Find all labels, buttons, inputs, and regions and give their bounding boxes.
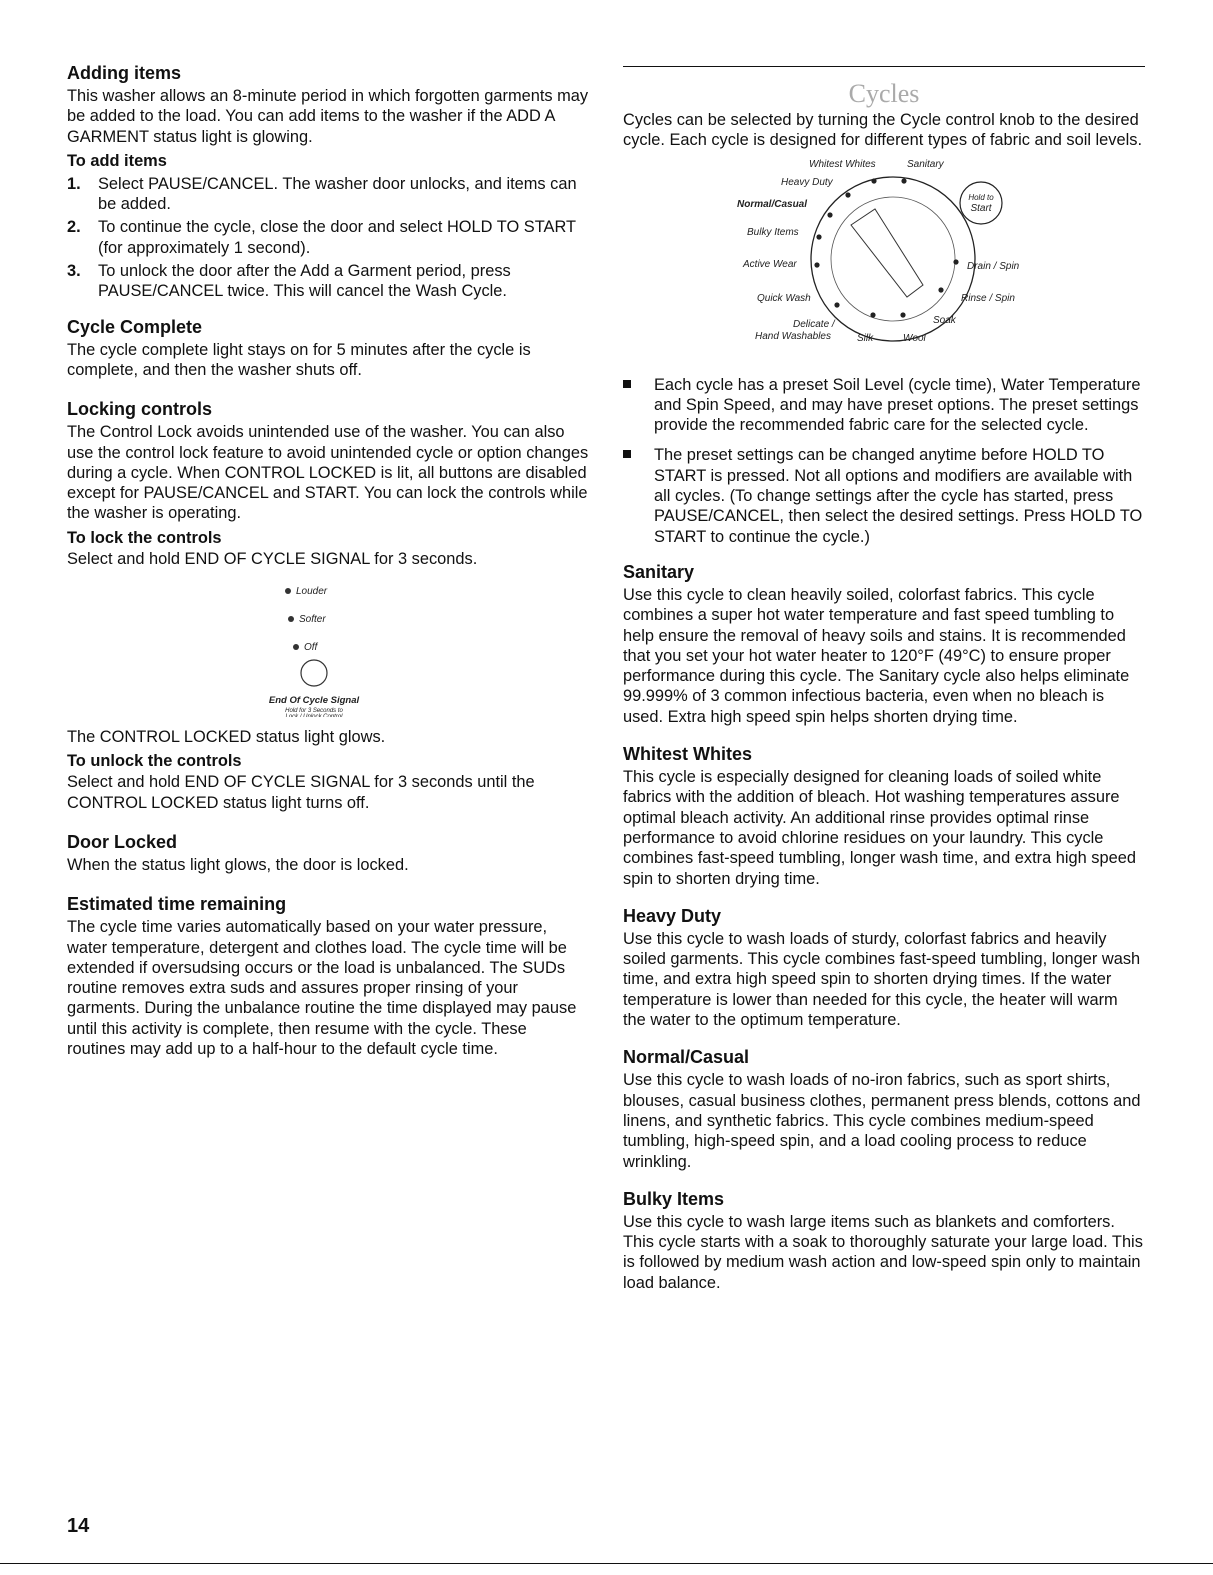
louder-label: Louder <box>296 586 328 598</box>
bullet-text: The preset settings can be changed anytime before HOLD TO START is pressed. Not all options and modifiers are available with all cycles. (To change settings after the cycle has started, press PAUSE/CANCEL, then select the desired settings. Press HOLD TO START to continue the cycle.) <box>654 446 1143 546</box>
dial-dot <box>827 212 832 217</box>
locking-controls-text: The Control Lock avoids unintended use of the washer. You can also use the control lock feature to avoid unintended cycle or option changes during a cycle. When CONTROL LOCKED is lit, all buttons are disabled except for PAUSE/CANCEL and START. You can lock the controls while the washer is operating. <box>67 423 589 523</box>
signal-knob-icon <box>301 660 327 686</box>
adding-items-heading: Adding items <box>67 63 182 83</box>
cycle-notes-list <box>623 375 1145 547</box>
bulky-items-section <box>623 1188 1145 1293</box>
to-lock-text: Select and hold END OF CYCLE SIGNAL for 3 seconds. <box>67 549 478 568</box>
silk-label: Silk <box>857 332 874 344</box>
cycles-intro: Cycles can be selected by turning the Cycle control knob to the desired cycle. Each cycle is designed for different types of fabric and soil levels. <box>623 111 1142 150</box>
add-items-steps <box>67 174 589 302</box>
dial-dot <box>953 259 958 264</box>
sanitary-heading: Sanitary <box>623 561 695 582</box>
cycle-dial-diagram <box>623 155 1145 365</box>
locking-controls-section <box>67 398 589 813</box>
heavy-duty-heading: Heavy Duty <box>623 905 722 926</box>
normal-casual-label: Normal/Casual <box>737 198 808 210</box>
step-item <box>67 217 589 258</box>
sanitary-text: Use this cycle to clean heavily soiled, colorfast fabrics. This cycle combines a super hot water temperature and fast speed tumbling to help ensure the removal of heavy soils and stains. It is recommended that you set your hot water heater to 120°F (49°C) to ensure proper performance during this cycle. The Sanitary cycle also helps eliminate 99.999% of 3 common infectious bacteria, even when no bleach is used. Extra high speed spin helps shorten drying time. <box>623 585 1130 726</box>
off-label: Off <box>304 642 318 654</box>
step-number: 3. <box>67 262 81 281</box>
dial-dot <box>834 302 839 307</box>
dial-dot <box>901 178 906 183</box>
softer-dot <box>288 616 294 622</box>
dial-pointer <box>851 209 923 297</box>
to-add-items-heading: To add items <box>67 151 167 170</box>
off-dot <box>293 644 299 650</box>
sanitary-section <box>623 561 1145 727</box>
heavy-duty-text: Use this cycle to wash loads of sturdy, colorfast fabrics and heavily soiled garments. This cycle combines fast-speed tumbling, longer wash time, and extra high speed spin to shorten drying times. If the water temperature is lower than needed for this cycle, the heater will warm the water to the optimum temperature. <box>623 929 1141 1030</box>
locking-controls-heading: Locking controls <box>67 399 213 420</box>
adding-items-text: This washer allows an 8-minute period in which forgotten garments may be added to the load. You can add items to the washer if the ADD A GARMENT status light is glowing. <box>67 87 589 146</box>
delicate-label: Delicate / <box>793 318 835 330</box>
hand-washables-label: Hand Washables <box>755 330 831 342</box>
signal-title: End Of Cycle Signal <box>268 695 360 707</box>
whitest-whites-text: This cycle is especially designed for cleaning loads of soiled white fabrics with the addition of bleach. Hot washing temperatures assure optimal bleach activity. An additional rinse provides optimal rinse performance to avoid chlorine residues on your laundry. This cycle combines fast-speed tumbling, longer wash time, and extra high speed spin to shorten drying time. <box>623 768 1136 888</box>
signal-sub2: Lock / Unlock Control <box>285 714 343 718</box>
list-item <box>623 375 1145 436</box>
active-wear-label: Active Wear <box>743 258 797 270</box>
normal-casual-section <box>623 1046 1145 1171</box>
dial-dot <box>871 178 876 183</box>
estimated-time-section <box>67 893 589 1059</box>
cycle-complete-text: The cycle complete light stays on for 5 minutes after the cycle is complete, and then the washer shuts off. <box>67 340 531 379</box>
end-of-cycle-signal-figure <box>67 577 589 717</box>
cycle-complete-section <box>67 316 589 381</box>
quick-wash-label: Quick Wash <box>757 292 811 304</box>
softer-label: Softer <box>299 614 326 626</box>
cycle-complete-heading: Cycle Complete <box>67 316 203 337</box>
adding-items-section <box>67 62 589 302</box>
step-item <box>67 261 589 302</box>
heavy-duty-label: Heavy Duty <box>781 176 833 188</box>
normal-casual-heading: Normal/Casual <box>623 1047 750 1068</box>
sanitary-label: Sanitary <box>907 158 944 170</box>
signal-diagram <box>67 577 589 717</box>
drain-spin-label: Drain / Spin <box>967 260 1020 272</box>
dial-dot <box>870 312 875 317</box>
dial-dot <box>816 234 821 239</box>
bullet-text: Each cycle has a preset Soil Level (cycle time), Water Temperature and Spin Speed, and may have preset options. The preset settings provide the recommended fabric care for the selected cycle. <box>654 375 1141 435</box>
step-text: To continue the cycle, close the door and select HOLD TO START (for approximately 1 second). <box>98 218 576 257</box>
louder-dot <box>285 588 291 594</box>
step-text: Select PAUSE/CANCEL. The washer door unlocks, and items can be added. <box>98 174 577 214</box>
to-lock-heading: To lock the controls <box>67 528 222 547</box>
bulky-items-heading: Bulky Items <box>623 1188 725 1209</box>
whitest-whites-label: Whitest Whites <box>809 158 876 170</box>
normal-casual-text: Use this cycle to wash loads of no-iron fabrics, such as sport shirts, blouses, casual business clothes, permanent press blends, cottons and linens, and synthetic fabrics. This cycle combines medium-speed tumbling, high-speed spin, and a load cooling process to reduce wrinkling. <box>623 1071 1141 1171</box>
step-text: To unlock the door after the Add a Garment period, press PAUSE/CANCEL twice. This will cancel the Wash Cycle. <box>98 262 511 301</box>
bulky-items-text: Use this cycle to wash large items such as blankets and comforters. This cycle starts with a soak to thoroughly saturate your large load. This is followed by medium wash action and low-speed spin only to maintain load balance. <box>623 1212 1143 1292</box>
list-item <box>623 445 1145 546</box>
dial-dot <box>900 312 905 317</box>
step-item <box>67 174 589 215</box>
bottom-rule <box>0 1563 1213 1564</box>
door-locked-section <box>67 831 589 875</box>
step-number: 1. <box>67 174 81 193</box>
step-number: 2. <box>67 218 81 237</box>
dial-dot <box>814 262 819 267</box>
control-locked-status-text: The CONTROL LOCKED status light glows. <box>67 728 386 747</box>
door-locked-heading: Door Locked <box>67 831 178 852</box>
right-column <box>623 62 1145 1305</box>
dial-dot <box>845 192 850 197</box>
cycles-title: Cycles <box>848 79 920 108</box>
heavy-duty-section <box>623 905 1145 1030</box>
soak-label: Soak <box>933 314 956 326</box>
cycle-dial-figure <box>623 155 1145 365</box>
page-number: 14 <box>67 1515 90 1537</box>
signal-sub1: Hold for 3 Seconds to <box>285 708 343 715</box>
bulky-items-label: Bulky Items <box>747 226 799 238</box>
to-unlock-heading: To unlock the controls <box>67 752 242 771</box>
estimated-time-text: The cycle time varies automatically based on your water pressure, water temperature, detergent and clothes load. The cycle time will be extended if oversudsing occurs or the load is unbalanced. The SUDs routine removes extra suds and assures proper rinsing of your garments. During the unbalance routine the time displayed may pause until this activity is complete, then resume with the cycle. These routines may add up to a half-hour to the default cycle time. <box>67 918 577 1059</box>
left-column <box>67 62 589 1071</box>
dial-dot <box>938 287 943 292</box>
wool-label: Wool <box>903 332 926 344</box>
whitest-whites-heading: Whitest Whites <box>623 744 752 765</box>
square-bullet-icon <box>623 380 631 388</box>
rinse-spin-label: Rinse / Spin <box>961 292 1015 304</box>
door-locked-text: When the status light glows, the door is locked. <box>67 855 409 874</box>
dial-knob <box>831 197 955 321</box>
hold-to-label: Hold to <box>968 192 994 202</box>
square-bullet-icon <box>623 450 631 458</box>
to-unlock-text: Select and hold END OF CYCLE SIGNAL for 3 seconds until the CONTROL LOCKED status light turns off. <box>67 773 535 812</box>
whitest-whites-section <box>623 743 1145 889</box>
start-label: Start <box>970 202 992 214</box>
estimated-time-heading: Estimated time remaining <box>67 894 287 915</box>
